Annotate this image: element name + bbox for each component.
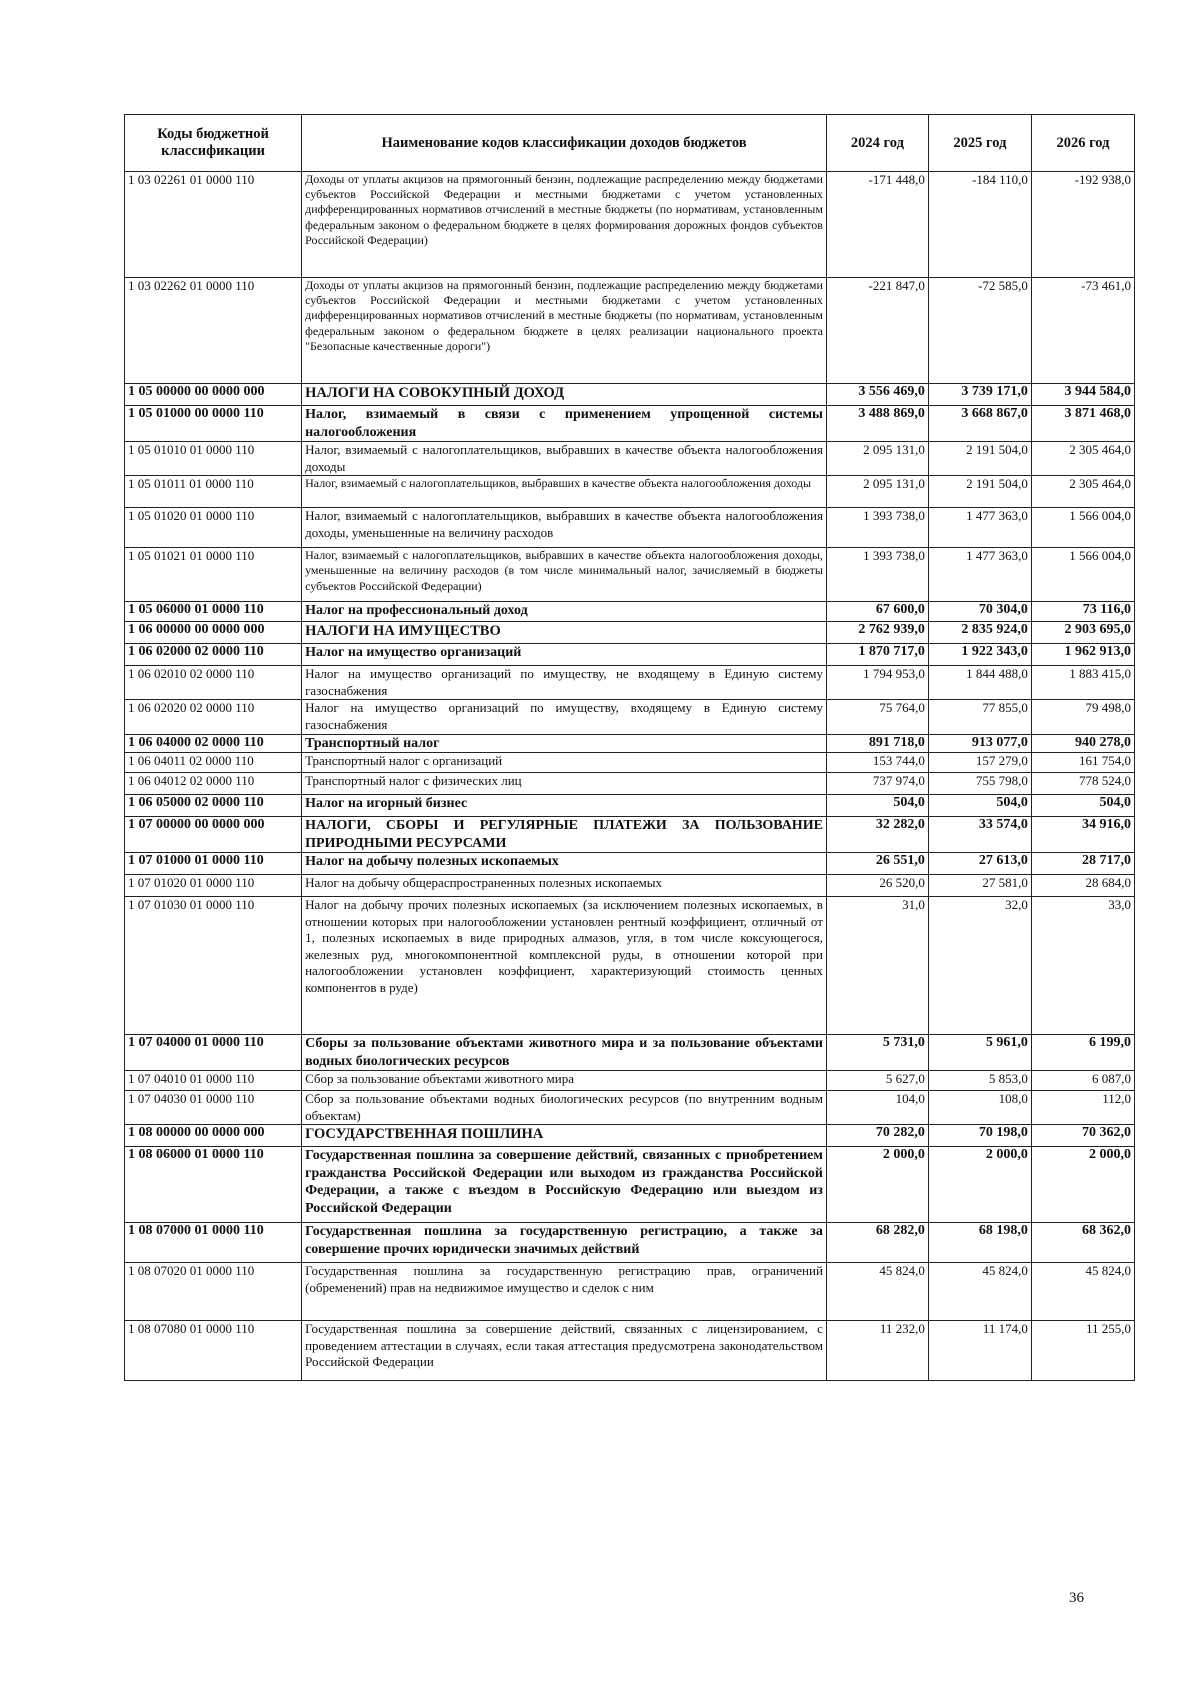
row-code: 1 05 06000 01 0000 110: [125, 602, 302, 622]
row-code: 1 08 07000 01 0000 110: [125, 1223, 302, 1263]
row-name: Налог на имущество организаций: [302, 644, 827, 666]
row-value-2025: 913 077,0: [928, 734, 1031, 753]
row-value-2024: 153 744,0: [826, 753, 928, 773]
row-value-2024: 1 393 738,0: [826, 548, 928, 602]
row-value-2025: -72 585,0: [928, 278, 1031, 384]
header-codes: Коды бюджетной классификации: [125, 115, 302, 172]
row-value-2025: 5 853,0: [928, 1071, 1031, 1091]
row-name: Государственная пошлина за государственную регистрацию прав, ограничений (обременений) прав на недвижимое имущество и сделок с ним: [302, 1263, 827, 1321]
row-value-2026: 1 883 415,0: [1031, 666, 1134, 700]
header-2025: 2025 год: [928, 115, 1031, 172]
header-2024: 2024 год: [826, 115, 928, 172]
row-value-2026: 2 305 464,0: [1031, 476, 1134, 508]
row-code: 1 07 01020 01 0000 110: [125, 875, 302, 897]
table-row: [125, 442, 1135, 476]
table-row: [125, 853, 1135, 875]
row-code: 1 08 00000 00 0000 000: [125, 1125, 302, 1147]
row-code: 1 07 00000 00 0000 000: [125, 817, 302, 853]
row-code: 1 05 01020 01 0000 110: [125, 508, 302, 548]
table-row: [125, 602, 1135, 622]
row-name: Налог, взимаемый с налогоплательщиков, выбравших в качестве объекта налогообложения доходы: [302, 476, 827, 508]
row-value-2026: 28 717,0: [1031, 853, 1134, 875]
row-value-2025: -184 110,0: [928, 172, 1031, 278]
table-row: [125, 753, 1135, 773]
row-name: Государственная пошлина за совершение действий, связанных с приобретением гражданства Российской Федерации или выходом из гражданства Российской Федерации, а также с въездом в Российскую Федерацию или выездом из Российской Федерации: [302, 1147, 827, 1223]
table-row: [125, 1321, 1135, 1381]
row-value-2026: 73 116,0: [1031, 602, 1134, 622]
row-name: Налог на добычу полезных ископаемых: [302, 853, 827, 875]
row-value-2024: 68 282,0: [826, 1223, 928, 1263]
row-name: Государственная пошлина за государственную регистрацию, а также за совершение прочих юридически значимых действий: [302, 1223, 827, 1263]
table-row: [125, 734, 1135, 753]
row-value-2024: 11 232,0: [826, 1321, 928, 1381]
row-code: 1 05 01010 01 0000 110: [125, 442, 302, 476]
row-value-2026: -73 461,0: [1031, 278, 1134, 384]
row-value-2026: 68 362,0: [1031, 1223, 1134, 1263]
row-value-2025: 2 191 504,0: [928, 442, 1031, 476]
row-value-2025: 68 198,0: [928, 1223, 1031, 1263]
row-name: Транспортный налог: [302, 734, 827, 753]
row-value-2026: 504,0: [1031, 795, 1134, 817]
row-value-2026: 2 903 695,0: [1031, 622, 1134, 644]
row-value-2025: 3 739 171,0: [928, 384, 1031, 406]
table-row: [125, 476, 1135, 508]
row-value-2024: 3 556 469,0: [826, 384, 928, 406]
row-code: 1 05 01000 00 0000 110: [125, 406, 302, 442]
row-value-2024: 737 974,0: [826, 773, 928, 795]
row-value-2024: 31,0: [826, 897, 928, 1035]
row-value-2025: 27 581,0: [928, 875, 1031, 897]
row-value-2025: 1 922 343,0: [928, 644, 1031, 666]
row-code: 1 06 04012 02 0000 110: [125, 773, 302, 795]
row-value-2026: 6 087,0: [1031, 1071, 1134, 1091]
row-value-2025: 33 574,0: [928, 817, 1031, 853]
row-name: Налог на игорный бизнес: [302, 795, 827, 817]
row-code: 1 06 04011 02 0000 110: [125, 753, 302, 773]
row-code: 1 06 02000 02 0000 110: [125, 644, 302, 666]
row-value-2024: 1 870 717,0: [826, 644, 928, 666]
row-value-2025: 1 477 363,0: [928, 548, 1031, 602]
row-value-2024: 5 731,0: [826, 1035, 928, 1071]
row-value-2025: 77 855,0: [928, 700, 1031, 734]
row-code: 1 06 02010 02 0000 110: [125, 666, 302, 700]
row-code: 1 07 04030 01 0000 110: [125, 1091, 302, 1125]
row-value-2024: 45 824,0: [826, 1263, 928, 1321]
row-value-2024: 70 282,0: [826, 1125, 928, 1147]
row-value-2024: 1 393 738,0: [826, 508, 928, 548]
row-value-2025: 70 304,0: [928, 602, 1031, 622]
row-value-2024: 2 095 131,0: [826, 476, 928, 508]
row-name: Сбор за пользование объектами водных биологических ресурсов (по внутренним водным объектам): [302, 1091, 827, 1125]
row-name: Транспортный налог с организаций: [302, 753, 827, 773]
table-row: [125, 1223, 1135, 1263]
table-row: [125, 875, 1135, 897]
row-value-2024: 891 718,0: [826, 734, 928, 753]
row-name: Налог на добычу прочих полезных ископаемых (за исключением полезных ископаемых, в отношении которых при налогообложении установлен рентный коэффициент, отличный от 1, полезных ископаемых в виде природных алмазов, угля, в том числе коксующегося, железных руд, многокомпонентной комплексной руды, в отношении которой при налогообложении установлен коэффициент, характеризующий стоимость ценных компонентов в руде): [302, 897, 827, 1035]
row-value-2024: 5 627,0: [826, 1071, 928, 1091]
row-value-2025: 32,0: [928, 897, 1031, 1035]
row-value-2025: 70 198,0: [928, 1125, 1031, 1147]
table-row: [125, 278, 1135, 384]
table-row: [125, 644, 1135, 666]
row-value-2026: 34 916,0: [1031, 817, 1134, 853]
row-code: 1 08 06000 01 0000 110: [125, 1147, 302, 1223]
row-value-2026: 3 944 584,0: [1031, 384, 1134, 406]
row-code: 1 07 04010 01 0000 110: [125, 1071, 302, 1091]
row-code: 1 03 02261 01 0000 110: [125, 172, 302, 278]
row-value-2025: 2 000,0: [928, 1147, 1031, 1223]
header-name: Наименование кодов классификации доходов бюджетов: [302, 115, 827, 172]
row-value-2026: 940 278,0: [1031, 734, 1134, 753]
row-name: Налог на имущество организаций по имуществу, не входящему в Единую систему газоснабжения: [302, 666, 827, 700]
row-code: 1 06 00000 00 0000 000: [125, 622, 302, 644]
row-value-2025: 1 844 488,0: [928, 666, 1031, 700]
row-value-2026: 79 498,0: [1031, 700, 1134, 734]
row-code: 1 06 02020 02 0000 110: [125, 700, 302, 734]
row-name: Государственная пошлина за совершение действий, связанных с лицензированием, с проведением аттестации в случаях, если такая аттестация предусмотрена законодательством Российской Федерации: [302, 1321, 827, 1381]
row-value-2026: -192 938,0: [1031, 172, 1134, 278]
row-name: Налог на добычу общераспространенных полезных ископаемых: [302, 875, 827, 897]
row-value-2026: 6 199,0: [1031, 1035, 1134, 1071]
table-row: [125, 1071, 1135, 1091]
row-name: Доходы от уплаты акцизов на прямогонный бензин, подлежащие распределению между бюджетами субъектов Российской Федерации и местными бюджетами с учетом установленных дифференцированных нормативов отчислений в местные бюджеты (по нормативам, установленным федеральным законом о федеральном бюджете в целях реализации национального проекта "Безопасные качественные дороги"): [302, 278, 827, 384]
row-value-2024: 67 600,0: [826, 602, 928, 622]
table-row: [125, 795, 1135, 817]
row-value-2026: 11 255,0: [1031, 1321, 1134, 1381]
row-code: 1 08 07020 01 0000 110: [125, 1263, 302, 1321]
table-row: [125, 622, 1135, 644]
row-value-2024: -221 847,0: [826, 278, 928, 384]
row-code: 1 06 05000 02 0000 110: [125, 795, 302, 817]
row-value-2024: -171 448,0: [826, 172, 928, 278]
table-row: [125, 666, 1135, 700]
row-value-2025: 45 824,0: [928, 1263, 1031, 1321]
table-row: [125, 1091, 1135, 1125]
row-code: 1 03 02262 01 0000 110: [125, 278, 302, 384]
row-value-2026: 112,0: [1031, 1091, 1134, 1125]
table-row: [125, 1125, 1135, 1147]
row-value-2024: 2 000,0: [826, 1147, 928, 1223]
row-value-2024: 504,0: [826, 795, 928, 817]
row-value-2025: 2 835 924,0: [928, 622, 1031, 644]
row-value-2024: 75 764,0: [826, 700, 928, 734]
row-value-2025: 11 174,0: [928, 1321, 1031, 1381]
row-value-2025: 5 961,0: [928, 1035, 1031, 1071]
row-code: 1 07 01000 01 0000 110: [125, 853, 302, 875]
page-number: 36: [1069, 1590, 1084, 1606]
row-name: Налог, взимаемый с налогоплательщиков, выбравших в качестве объекта налогообложения доходы: [302, 442, 827, 476]
row-code: 1 05 01011 01 0000 110: [125, 476, 302, 508]
row-value-2024: 26 520,0: [826, 875, 928, 897]
table-row: [125, 897, 1135, 1035]
row-value-2026: 778 524,0: [1031, 773, 1134, 795]
row-value-2025: 3 668 867,0: [928, 406, 1031, 442]
row-value-2025: 2 191 504,0: [928, 476, 1031, 508]
row-value-2026: 2 000,0: [1031, 1147, 1134, 1223]
row-value-2026: 3 871 468,0: [1031, 406, 1134, 442]
row-value-2025: 108,0: [928, 1091, 1031, 1125]
row-value-2026: 2 305 464,0: [1031, 442, 1134, 476]
row-name: НАЛОГИ, СБОРЫ И РЕГУЛЯРНЫЕ ПЛАТЕЖИ ЗА ПОЛЬЗОВАНИЕ ПРИРОДНЫМИ РЕСУРСАМИ: [302, 817, 827, 853]
row-name: Транспортный налог с физических лиц: [302, 773, 827, 795]
row-name: ГОСУДАРСТВЕННАЯ ПОШЛИНА: [302, 1125, 827, 1147]
table-row: [125, 773, 1135, 795]
row-code: 1 08 07080 01 0000 110: [125, 1321, 302, 1381]
row-value-2025: 1 477 363,0: [928, 508, 1031, 548]
row-value-2026: 70 362,0: [1031, 1125, 1134, 1147]
row-code: 1 05 01021 01 0000 110: [125, 548, 302, 602]
row-code: 1 06 04000 02 0000 110: [125, 734, 302, 753]
table-row: [125, 172, 1135, 278]
row-value-2024: 26 551,0: [826, 853, 928, 875]
row-value-2026: 161 754,0: [1031, 753, 1134, 773]
row-value-2026: 1 566 004,0: [1031, 508, 1134, 548]
table-header-row: [125, 115, 1135, 172]
row-name: Налог, взимаемый с налогоплательщиков, выбравших в качестве объекта налогообложения доходы, уменьшенные на величину расходов (в том числе минимальный налог, зачисляемый в бюджеты субъектов Российской Федерации): [302, 548, 827, 602]
table-row: [125, 1263, 1135, 1321]
header-2026: 2026 год: [1031, 115, 1134, 172]
row-value-2024: 104,0: [826, 1091, 928, 1125]
table-row: [125, 548, 1135, 602]
row-code: 1 07 01030 01 0000 110: [125, 897, 302, 1035]
row-value-2024: 2 762 939,0: [826, 622, 928, 644]
row-value-2024: 1 794 953,0: [826, 666, 928, 700]
row-value-2026: 1 962 913,0: [1031, 644, 1134, 666]
row-value-2024: 2 095 131,0: [826, 442, 928, 476]
row-value-2026: 33,0: [1031, 897, 1134, 1035]
row-name: НАЛОГИ НА СОВОКУПНЫЙ ДОХОД: [302, 384, 827, 406]
row-value-2025: 755 798,0: [928, 773, 1031, 795]
row-value-2026: 1 566 004,0: [1031, 548, 1134, 602]
row-name: Налог на имущество организаций по имуществу, входящему в Единую систему газоснабжения: [302, 700, 827, 734]
budget-revenue-table: [124, 114, 1135, 1381]
table-row: [125, 1035, 1135, 1071]
row-value-2025: 157 279,0: [928, 753, 1031, 773]
row-code: 1 07 04000 01 0000 110: [125, 1035, 302, 1071]
row-code: 1 05 00000 00 0000 000: [125, 384, 302, 406]
row-value-2025: 504,0: [928, 795, 1031, 817]
row-value-2024: 3 488 869,0: [826, 406, 928, 442]
table-row: [125, 508, 1135, 548]
row-value-2026: 45 824,0: [1031, 1263, 1134, 1321]
row-name: Налог на профессиональный доход: [302, 602, 827, 622]
table-row: [125, 406, 1135, 442]
table-body: [125, 172, 1135, 1381]
table-row: [125, 817, 1135, 853]
row-name: Доходы от уплаты акцизов на прямогонный бензин, подлежащие распределению между бюджетами субъектов Российской Федерации и местными бюджетами с учетом установленных дифференцированных нормативов отчислений в местные бюджеты (по нормативам, установленным федеральным законом о федеральном бюджете в целях формирования дорожных фондов субъектов Российской Федерации): [302, 172, 827, 278]
row-name: Налог, взимаемый с налогоплательщиков, выбравших в качестве объекта налогообложения доходы, уменьшенные на величину расходов: [302, 508, 827, 548]
row-name: Сбор за пользование объектами животного мира: [302, 1071, 827, 1091]
table-row: [125, 1147, 1135, 1223]
table-row: [125, 700, 1135, 734]
row-value-2025: 27 613,0: [928, 853, 1031, 875]
table-row: [125, 384, 1135, 406]
row-name: НАЛОГИ НА ИМУЩЕСТВО: [302, 622, 827, 644]
row-value-2024: 32 282,0: [826, 817, 928, 853]
row-value-2026: 28 684,0: [1031, 875, 1134, 897]
row-name: Сборы за пользование объектами животного мира и за пользование объектами водных биологических ресурсов: [302, 1035, 827, 1071]
row-name: Налог, взимаемый в связи с применением упрощенной системы налогообложения: [302, 406, 827, 442]
